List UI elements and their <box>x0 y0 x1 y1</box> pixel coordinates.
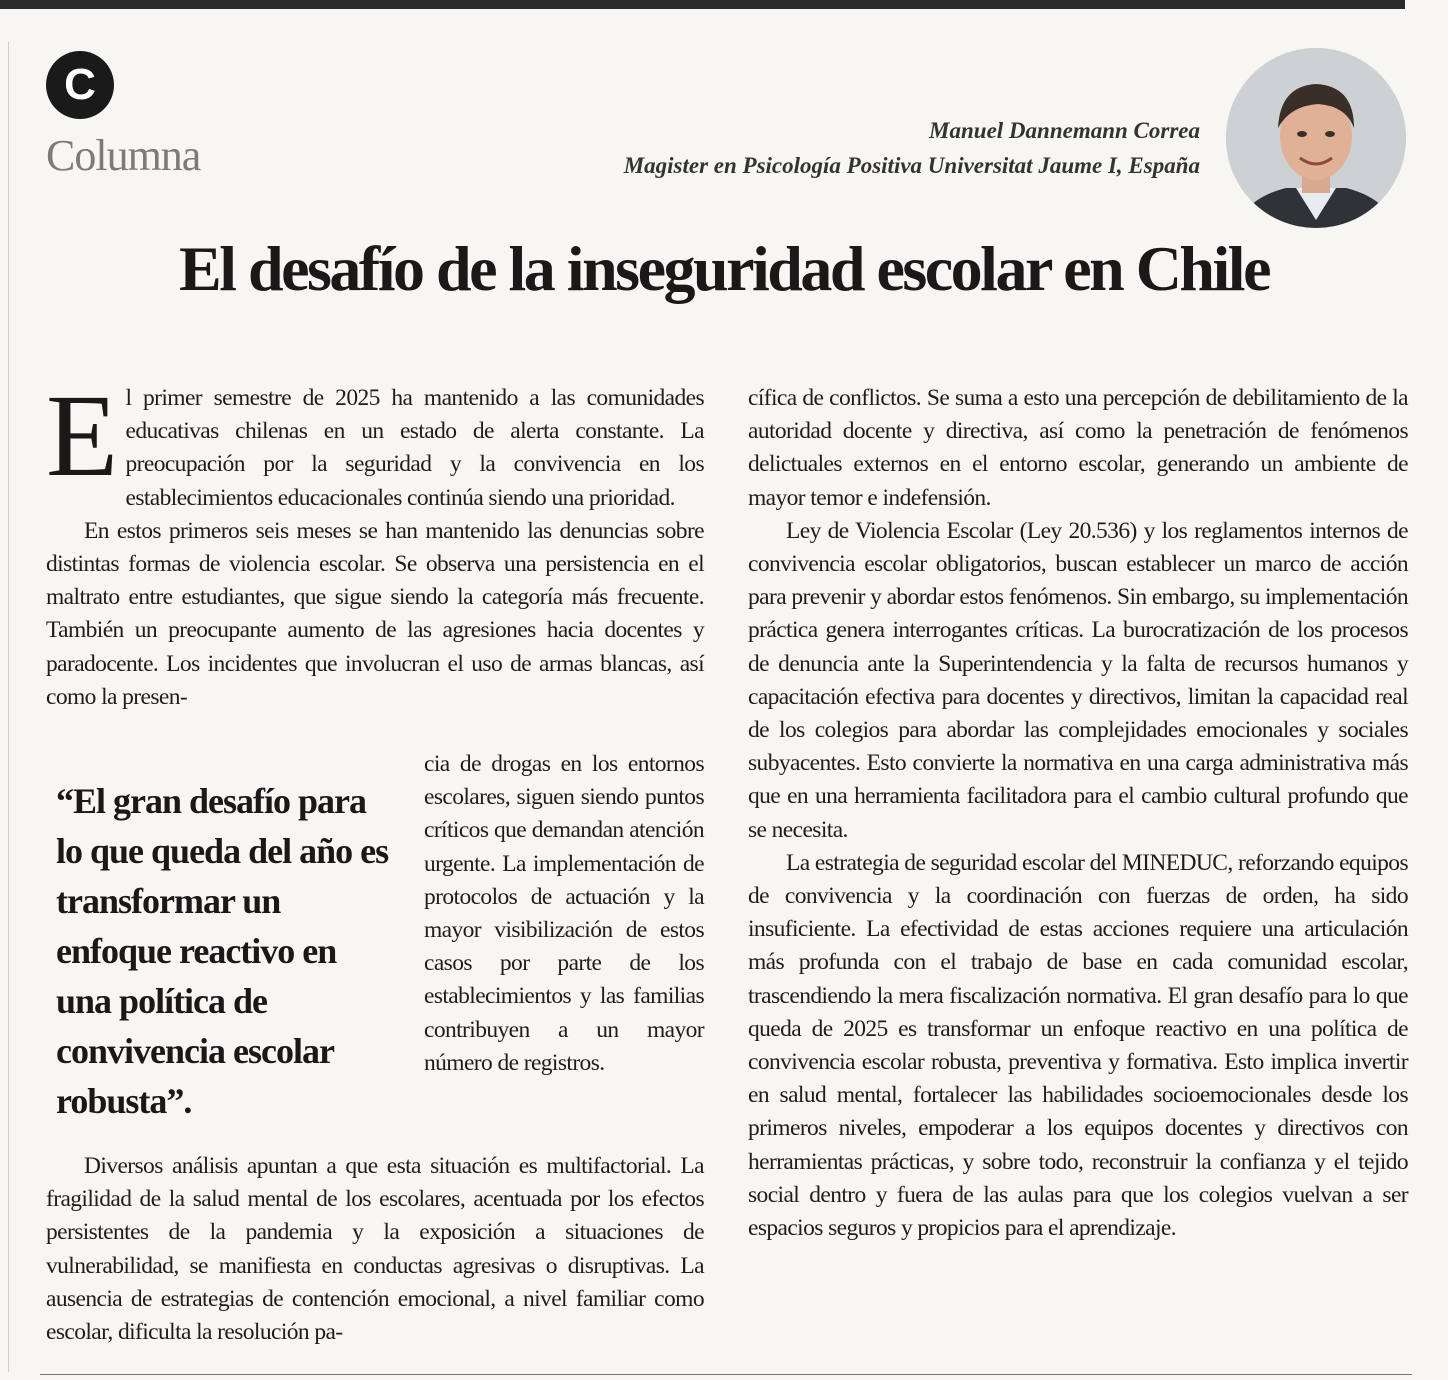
paragraph: En estos primeros seis meses se han mantenido las denuncias sobre distintas formas de violencia escolar. Se observa una persistencia en el maltrato entre estudiantes, que sigue siendo la categoría más frecuente. También un preocupante aumento de las agresiones hacia docentes y paradocente. Los incidentes que involucran el uso de armas blancas, así como la presen- <box>46 517 704 710</box>
section-label: Columna <box>46 131 201 180</box>
paragraph: l primer semestre de 2025 ha mantenido a las comunidades educativas chilenas en un estado de alerta constante. La preocupación por la seguridad y la convivencia en los establecimientos educacionales continúa siendo una prioridad. <box>125 385 704 511</box>
paragraph: Ley de Violencia Escolar (Ley 20.536) y los reglamentos internos de convivencia escolar obligatorios, buscan establecer un marco de acción para prevenir y abordar estos fenómenos. Sin embargo, su implementación práctica genera interrogantes críticas. La burocratización de los procesos de denuncia ante la Superintendencia y la falta de recursos humanos y capacitación efectiva para docentes y directivos, limitan la capacidad real de los colegios para abordar las complejidades emocionales y sociales subyacentes. Esto convierte la normativa en una carga administrativa más que en una herramienta facilitadora para el cambio cultural profundo que se necesita. <box>748 517 1408 843</box>
author-name: Manuel Dannemann Correa <box>929 118 1200 143</box>
author-photo <box>1226 48 1406 228</box>
article-column-1 <box>46 370 704 714</box>
pull-quote: “El gran desafío para lo que queda del año es transformar un enfoque reactivo en una política de convivencia escolar robusta”. <box>56 781 389 1121</box>
article-column-1-bottom <box>46 1150 704 1349</box>
paragraph: cífica de conflictos. Se suma a esto una percepción de debilitamiento de la autoridad docente y directiva, así como la penetración de fenómenos delictuales externos en el entorno escolar, generando un ambiente de mayor temor e indefensión. <box>748 385 1408 511</box>
article-side-column <box>424 748 704 1080</box>
headline: El desafío de la inseguridad escolar en Chile <box>179 233 1269 304</box>
paragraph: Diversos análisis apuntan a que esta situación es multifactorial. La fragilidad de la salud mental de los escolares, acentuada por los efectos persistentes de la pandemia y la exposición a situaciones de vulnerabilidad, se manifiesta en conductas agresivas o disruptivas. La ausencia de estrategias de contención emocional, a nivel familiar como escolar, dificulta la resolución pa- <box>46 1153 704 1346</box>
paragraph: cia de drogas en los entornos escolares, siguen siendo puntos críticos que demandan atención urgente. La implementación de protocolos de actuación y la mayor visibilización de estos casos por parte de los establecimientos y las familias contribuyen a un mayor número de registros. <box>424 751 704 1076</box>
top-bar <box>0 0 1405 9</box>
paragraph: La estrategia de seguridad escolar del MINEDUC, reforzando equipos de convivencia y la coordinación con fuerzas de orden, ha sido insuficiente. La efectividad de estas acciones requiere una articulación más profunda con el trabajo de base en cada comunidad escolar, trascendiendo la mera fiscalización normativa. El gran desafío para lo que queda de 2025 es transformar un enfoque reactivo en una política de convivencia escolar robusta, preventiva y formativa. Esto implica invertir en salud mental, fortalecer las habilidades socioemocionales desde los primeros niveles, empoderar a los equipos docentes y directivos con herramientas prácticas, y sobre todo, reconstruir la confianza y el tejido social dentro y fuera de las aulas para que los colegios vuelvan a ser espacios seguros y propicios para el aprendizaje. <box>748 849 1408 1242</box>
drop-cap: E <box>46 370 118 501</box>
author-title: Magister en Psicología Positiva Universitat Jaume I, España <box>623 153 1200 178</box>
bottom-rule <box>40 1374 1412 1375</box>
article-column-2 <box>748 382 1408 1245</box>
section-badge: C <box>46 51 114 119</box>
